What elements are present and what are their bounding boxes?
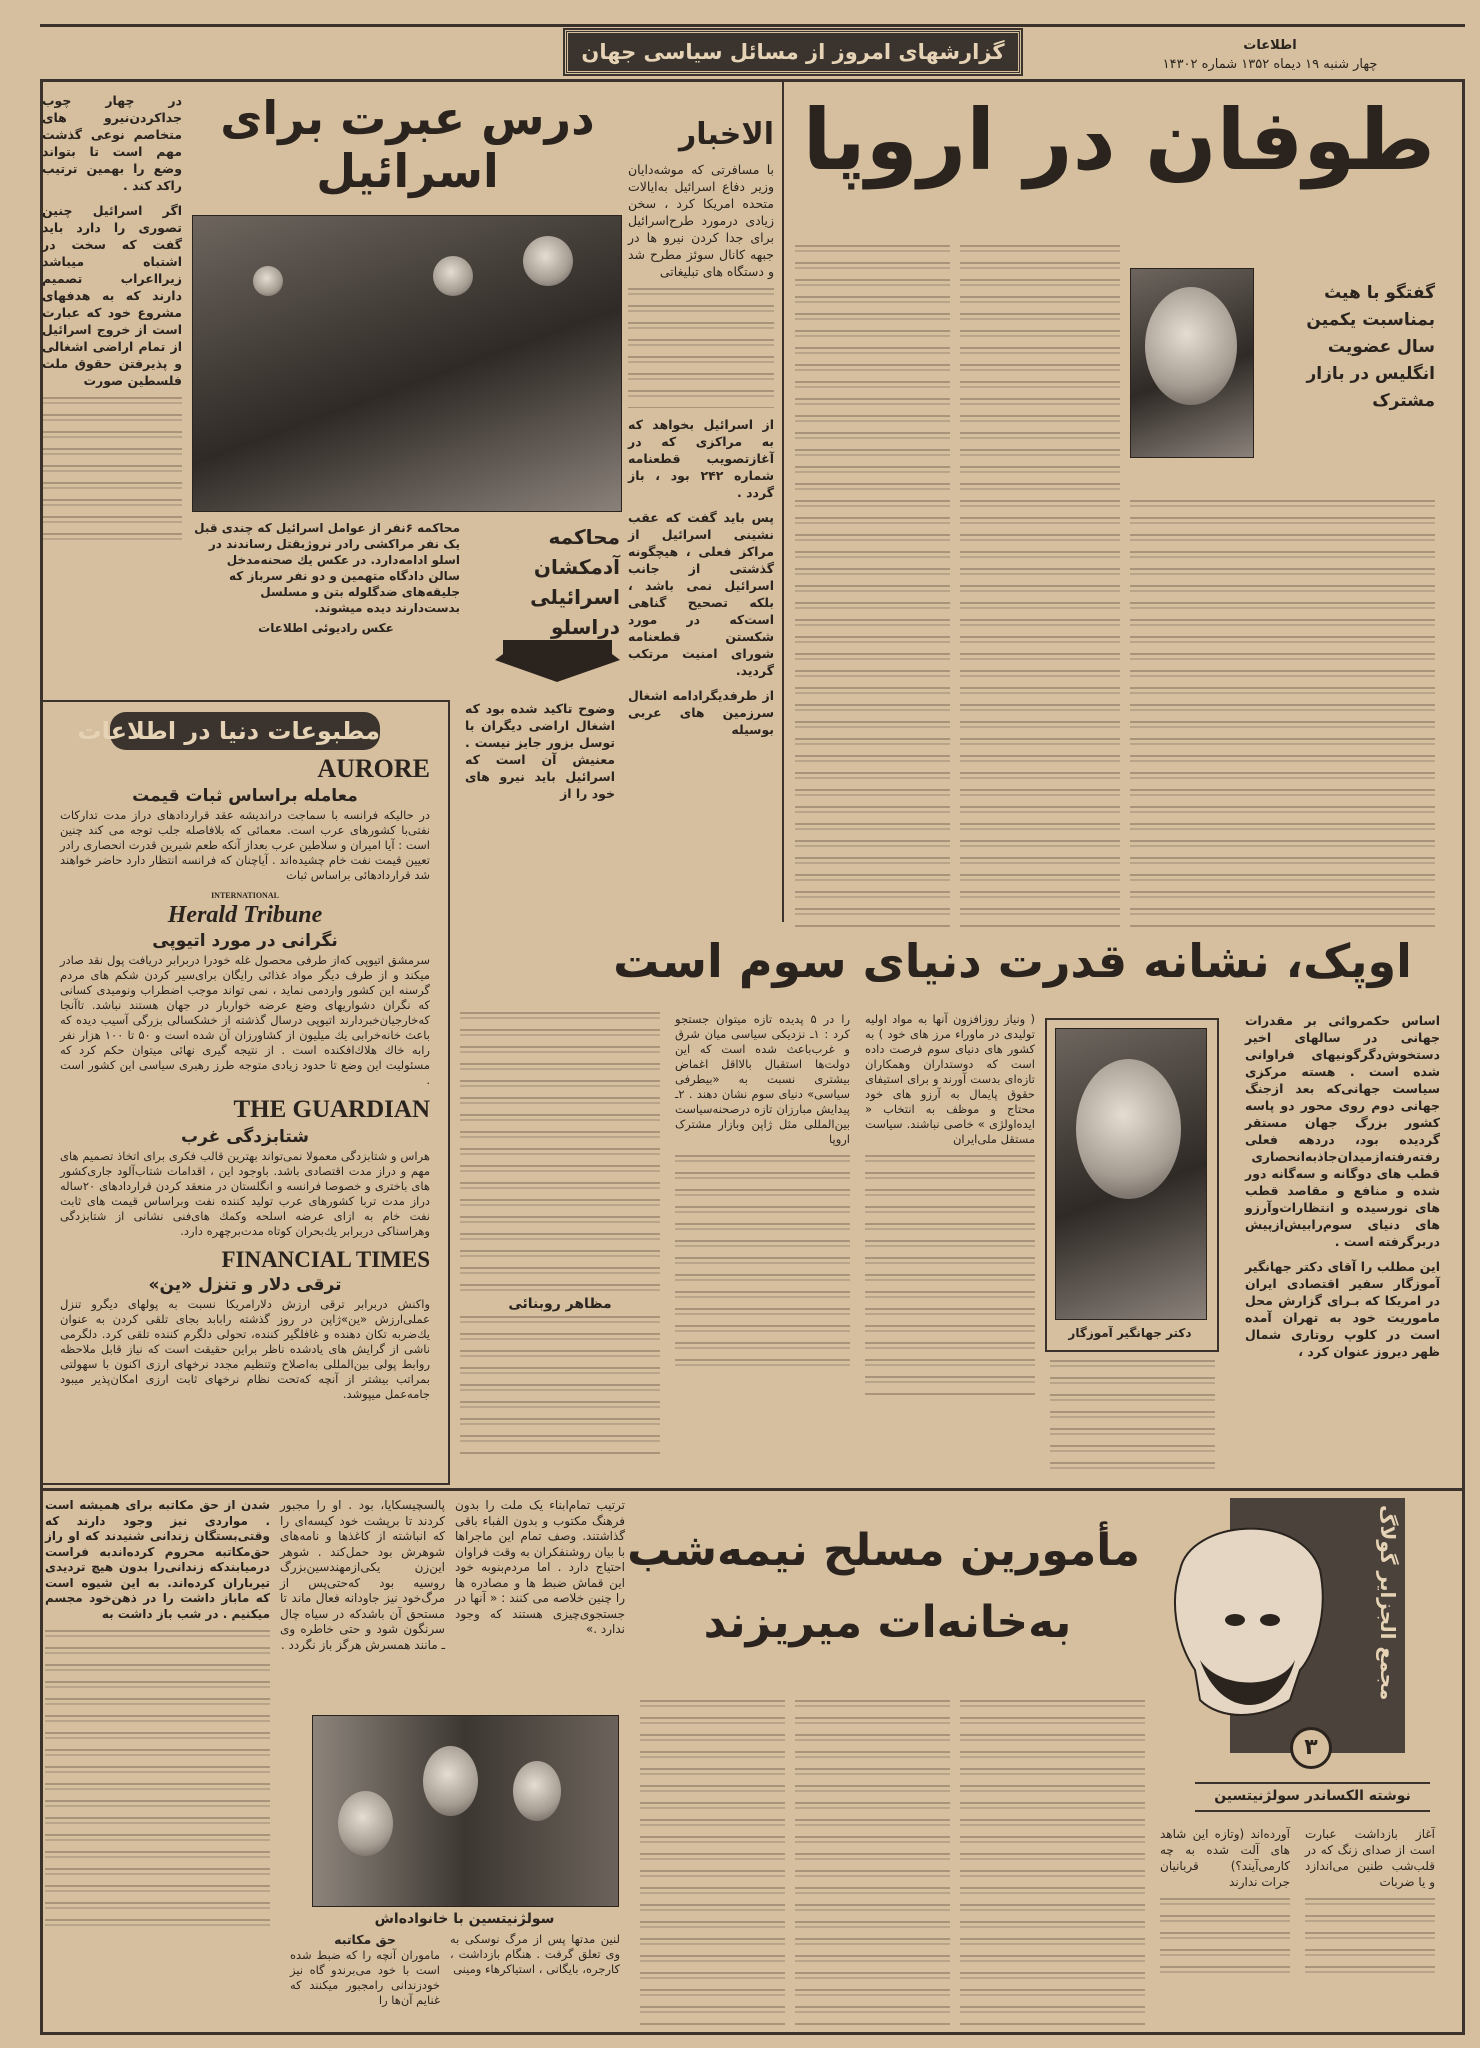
opec-text-right	[1050, 1360, 1215, 1478]
europe-text-col3	[795, 245, 950, 930]
family-photo-caption: سولژنیتسین با خانواده‌اش	[374, 1911, 555, 1927]
gulag-col1	[1305, 1826, 1435, 1978]
gulag-col-g	[450, 1932, 620, 1985]
opec-col5-wrap	[460, 1012, 660, 1456]
gulag-text-cont	[1305, 1898, 1435, 1978]
gulag-col4	[795, 1700, 950, 2025]
gulag-headline	[627, 1515, 1140, 1659]
gulag-headline-line2: به‌خانه‌ات میریزند	[703, 1597, 1072, 1648]
part-number-badge: ۳	[1290, 1727, 1332, 1769]
down-arrow-icon	[495, 640, 620, 685]
akhbar-source: الاخبار	[678, 117, 774, 152]
opec-col3	[865, 1012, 1035, 1395]
herald-text: سرمشق اتیوپی که‌از طرفی محصول غله خودرا دربرابر دریافت پول نقد صادر میکند و از طرف دیگر مواد غذائی رایگان برای‌سیر کردن شکم های مردم گرسنه این کشور واردمی نماید ، نمی تواند موجب اضطراب ونومیدی کسانی که نگران دشواریهای وضع عرضه خواربار در جهان هستند نباشد. تاآنجا که‌خارجیان‌خبردارند اتیوپی درسال گذشته از خشکسالی بزرگی آسیب دیده که باعث خانه‌خرابی یك میلیون از کشاورزان آن شده است و ۵۰ تا ۱۰۰ هزار نفر رابه خاك هلاك‌افکنده است . از نتیجه گیری نهائی میتوان حکم کرد که مسئولیت این وضع تا حدود زیادی متوجه طرز رهبری سیاسی این کشور است .	[60, 952, 430, 1087]
guardian-headline: شتابزدگی غرب	[181, 1126, 309, 1147]
masthead	[1110, 36, 1430, 74]
opec-intro: اساس حکمروائی بر مقدرات جهانی در سالهای اخیر دستخوش‌دگرگونیهای فراوانی شده است . هسته مرکزی سیاست جهانی‌که بعد ازجنگ جهانی دوم روی محور دو پاسه کشور بزرگ جهان مستقر گردیده بود، دردهه فعلی رفته‌رفته‌ازمیدان‌جاذبه‌انحصاری قطب های دوگانه و سه‌گانه دور شده و منافع و مقاصد قطب های نورسیده و انتظارات‌وآرزو های دنیای سوم‌رابیش‌ازپیش دربرگرفته است .	[1245, 1013, 1440, 1249]
israel-headline	[200, 92, 615, 198]
israel-left-column	[42, 92, 182, 547]
gulag-byline: نوشته الکساندر سولژنیتسین	[1214, 1788, 1411, 1804]
photo-credit: عکس رادیوئی اطلاعات	[258, 621, 394, 635]
amouzegar-photo	[1055, 1028, 1207, 1320]
ft-headline: ترقی دلار و تنزل «ین»	[148, 1275, 342, 1296]
press-title: مطبوعات دنیا در اطلاعات	[110, 712, 380, 750]
guardian-text: هراس و شتابزدگی معمولا نمی‌تواند بهترین قالب فکری برای اتخاذ تصمیم های مهم و دراز مدت اقتصادی باشد. باوجود این ، اقدامات شتاب‌آلود جاری‌کشور های باختری و خصوصا فرانسه و انگلستان در منعقد کردن قراردادهای ۲۰ساله دراز مدت تربا کشورهای عرب تولید کننده نفت وبراساس قیمت های ثابت نفت خام به ازای عرضه اسلحه وکمك های‌فنی نشانی از شتابزدگی وهراسناکی دربرابر یك‌بحران کوتاه مدت‌برچهره دارد.	[60, 1148, 430, 1238]
israel-text-6: از طرفدیگرادامه اشغال سرزمین های عربی بوسیله	[628, 687, 774, 737]
aurore-headline: معامله براساس ثبات قیمت	[132, 785, 358, 806]
world-press-box	[40, 700, 450, 1485]
israel-text-2: اگر اسرائیل چنین تصوری را دارد باید گفت که سخت در اشتباه میباشد زیرااعراب تصمیم دارند که به هدفهای مشروع خود که عبارت است از خروج اسرائیل از تمام اراضی اشغالی و پذیرفتن حقوق ملت فلسطین صورت	[42, 203, 182, 388]
section-banner: گزارشهای امروز از مسائل سیاسی جهان	[565, 30, 1021, 74]
ft-logo: FINANCIAL TIMES	[221, 1246, 430, 1272]
paper-name: اطلاعات	[1243, 38, 1297, 53]
opec-col4-filler	[675, 1155, 850, 1375]
gulag-text-b: آورده‌اند (وتازه این شاهد های آلت شده به چه کارمی‌آیند؟) قربانیان جرات ندارند	[1160, 1827, 1290, 1889]
gulag-text-c: ترتیب تمام‌ابناء یک ملت را بدون فرهنگ مکتوب و بدون الفباء باقی گذاشتند. وصف تمام این ماجراها با بیان روشنفکران به وقت فراوان احتیاج دارد . اما مردم‌بنوبه خود این قماش ضبط ها و مصادره ها را چنین خلاصه می کنند : « آنها در جستجوی‌چیزی هستند که وجود ندارد .»	[455, 1498, 625, 1636]
gulag-col-e	[45, 1498, 270, 1930]
akhbar-text: با مسافرتی که موشه‌دایان وزیر دفاع اسرائیل به‌ایالات متحده امریکا کرد ، سخن زیادی درمورد طرح‌اسرائیل برای جدا کردن نیرو ها در جبهه کانال سوئز مطرح شد و دستگاه های تبلیغاتی	[628, 161, 774, 279]
header-rule	[40, 79, 1465, 82]
europe-text-col2	[960, 245, 1120, 930]
europe-text-col1	[1130, 500, 1435, 930]
byline-rule-bottom	[1195, 1810, 1430, 1812]
gulag-text-a: آغاز بازداشت عبارت است از صدای زنگ که در قلب‌شب طنین می‌اندازد و یا ضربات	[1305, 1827, 1435, 1889]
gulag-subheading: حق مکاتبه	[334, 1932, 396, 1947]
top-rule	[40, 24, 1465, 27]
opec-col4	[675, 1012, 850, 1375]
gulag-text-d: پالسچیسکایا، بود . او را مجبور کردند تا برپشت خود کیسه‌ای را که انباشته از کاغذها و نامه‌های شوهرش بود حمل‌کند . شوهر این‌زن یکی‌ازمهندسین‌بزرگ روسیه بود که‌حتی‌پس از مرگ‌خود نیز جاودانه فعال ماند تا مستحق آن باشدکه در سیاه چال سرنگون شود و حتی خاطره وی ـ مانند همسرش هرگز باز نگردد .	[280, 1498, 445, 1652]
israel-text-1: در چهار چوب جداکردن‌نیرو های متخاصم نوعی گذشت مهم است تا بتواند وضع را بهمین ترتیب راکد کند .	[42, 93, 182, 193]
gulag-col2	[1160, 1826, 1290, 1978]
opec-text-b: را در ۵ پدیده تازه میتوان جستجو کرد : ۱ـ نزدیکی سیاسی میان شرق و غرب‌باعث شده است که این دولت‌ها استقبال بالااقل اغماض بیشتری نسبت به «بیطرفی سیاسی» دنیای سوم نشان دهند . ۲ـ پیدایش مبارزان تازه درصحنه‌سیاست بین‌المللی مثل ژاپن وبازار مشترک اروپا	[675, 1012, 850, 1146]
gulag-col5	[640, 1700, 785, 2025]
europe-headline: طوفان در اروپا	[802, 91, 1435, 189]
opec-intro-2: این مطلب را آقای دکتر جهانگیر آموزگار سفیر اقتصادی ایران در امریکا که بـرای گزارش محل ماموریت خود به تهران آمده است در کلوپ روتاری شمال ظهر دیروز عنوان کرد ،	[1245, 1259, 1440, 1359]
gulag-col3	[960, 1700, 1145, 2025]
amouzegar-caption: دکتر جهانگیر آموزگار	[1068, 1326, 1192, 1340]
akhbar-column	[628, 118, 774, 746]
opec-col3-filler	[865, 1155, 1035, 1395]
israel-text-3-column	[465, 700, 615, 810]
opec-col5	[460, 1012, 660, 1292]
gulag-text-e: شدن از حق مکاتبه برای همیشه است . مواردی نیز وجود دارند که وقتی‌بستگان زندانی شنیدند که او راز حق‌مکاتبه محروم کرده‌اندبه فراست درمیابندکه زندانی‌را بدون هیچ تردیدی تیرباران کرده‌اند. به این شیوه است که ماباز داشت را در ذهن‌خود مجسم میکنیم . در شب باز داشت به	[45, 1498, 270, 1621]
israel-text-3: وضوح تاکید شده بود که اشغال اراضی دیگران با توسل بزور جایز نیست . معنیش آن است که اسرائیل باید نیرو های خود را از	[465, 701, 615, 801]
israel-text-4: از اسرائیل بخواهد که به مراکزی که در آغازتصویب قطعنامه شماره ۲۴۲ بود ، باز گردد .	[628, 416, 774, 500]
gulag-col2-filler	[1160, 1898, 1290, 1978]
israel-text-5: پس باید گفت که عقب نشینی اسرائیل از مراکز فعلی ، هیچگونه گذشتی از جانب اسرائیل نمی باشد ، بلکه تصحیح گناهی است‌که در مورد شکستن قطعنامه شورای امنیت مرتکب گردید.	[628, 509, 774, 678]
ft-text: واکنش دربرابر ترقی ارزش دلارامریکا نسبت به پولهای دیگرو تنزل عملی‌ارزش «ین»ژاپن در روز گذشته رابابد بجای تلقی کردن به عنوان یك‌ضربه تکان دهنده و غافلگیر کننده، تحولی دلگرم کننده تلقی کرد. دلگرمی ناشی از گرایش های یادشده ناظر براین حقیقت است که نیاز قابل ملاحظه روابط پولی بین‌المللی به‌اصلاح وتنظیم مجدد نرخهای ارزی اکنون با سهولتی بمراتب بیشتر از آنچه که‌تحت نظام نرخهای ثابت ارزی امکان‌پذیر میبود جامه‌عمل میپوشد.	[60, 1297, 430, 1402]
aurore-logo: AURORE	[317, 754, 430, 783]
israel-text-cont	[42, 397, 182, 547]
herald-logo: Herald Tribune	[167, 901, 323, 928]
gulag-cartoon-title: مجمع الجزایر گولاگ	[1376, 1505, 1400, 1701]
oslo-photo-caption: محاکمه ۶نفر از عوامل اسرائیل که چندی قبل یک نفر مراکشی رادر نروژبقتل رساندند در اسلو ادامه‌دارد. در عکس یك صحنه‌مدخل سالن دادگاه متهمین و دو نفر سرباز که جلیقه‌های ضدگلوله بتن و مسلسل بدست‌دارند دیده میشوند.	[194, 521, 460, 615]
opec-right-column	[1245, 1012, 1440, 1368]
column-rule	[782, 82, 784, 922]
opec-text-a: ( ونیاز روزافزون آنها به مواد اولیه تولیدی در ماوراء مرز های خود ) به کشور های دنیای سوم فرصت داده است که دوستداران وهمکاران تازه‌ای بدست آورند و برای استیفای حقوق پایمال به آرزو های خود محتاج و موظف به انتخاب « ایده‌اولژی » خاصی نباشند. سیاست مستقل ملی‌ایران	[865, 1012, 1035, 1146]
gulag-text-f: ماموران آنچه را که ضبط شده است با خود می‌برندو گاه نیز خودزندانی رامجبور میکنند که غنایم آن‌ها را	[290, 1948, 440, 2007]
israel-headline-line1: درس عبرت برای	[220, 91, 595, 145]
gulag-headline-line1: مأمورین مسلح نیمه‌شب	[627, 1525, 1140, 1576]
herald-logo-small: INTERNATIONAL	[211, 890, 279, 900]
opec-subheading: مظاهر روبنائی	[508, 1296, 612, 1312]
herald-headline: نگرانی در مورد اتیوپی	[152, 930, 338, 951]
section-rule	[40, 1488, 1465, 1491]
gulag-col-d	[280, 1498, 445, 1661]
europe-subhead: گفتگو با هیث بمناسبت یکمین سال عضویت انگلیس در بازار مشترک	[1306, 283, 1435, 411]
guardian-logo: THE GUARDIAN	[233, 1095, 430, 1123]
gulag-col-f	[290, 1932, 440, 2016]
opec-headline: اوپک، نشانه قدرت دنیای سوم است	[613, 934, 1412, 988]
byline-rule-top	[1195, 1782, 1430, 1784]
aurore-text: در حالیکه فرانسه با سماجت دراندیشه عقد قراردادهای دراز مدت تدارکات نفتی‌با کشورهای عرب است. معمائی که بلافاصله جلب توجه می کند چنین است : آیا امیران و سلاطین عرب بعداز آنکه طعم شیرین قدرت انحصاری رادر تعیین قیمت نفت خام چشیده‌اند . آیاچنان که فرانسه انتظار دارد حاضر خواهند شد قراردادهائی براساس ثبات	[60, 807, 430, 882]
gulag-col-c	[455, 1498, 625, 1646]
israel-headline-line2: اسرائیل	[316, 143, 499, 198]
gulag-col-left	[45, 1630, 270, 1930]
issue-date: چهار شنبه ۱۹ دیماه ۱۳۵۲ شماره ۱۴۳۰۲	[1162, 57, 1378, 72]
heath-photo	[1130, 268, 1254, 458]
opec-col5b	[460, 1316, 660, 1456]
akhbar-text-cont	[628, 288, 774, 408]
oslo-trial-photo	[192, 215, 622, 512]
oslo-caption-block	[192, 520, 460, 636]
oslo-headline: محاکمه آدمکشان اسرائیلی دراسلو	[530, 525, 620, 639]
solzhenitsyn-caricature	[1150, 1510, 1350, 1720]
gulag-text-g: لنین مدتها پس از مرگ نوسکی به وی تعلق گرفت . هنگام بازداشت ، کارجره، بایگانی ، استیاکرهاء ومینی‌	[450, 1932, 620, 1976]
solzhenitsyn-family-photo	[312, 1715, 619, 1907]
